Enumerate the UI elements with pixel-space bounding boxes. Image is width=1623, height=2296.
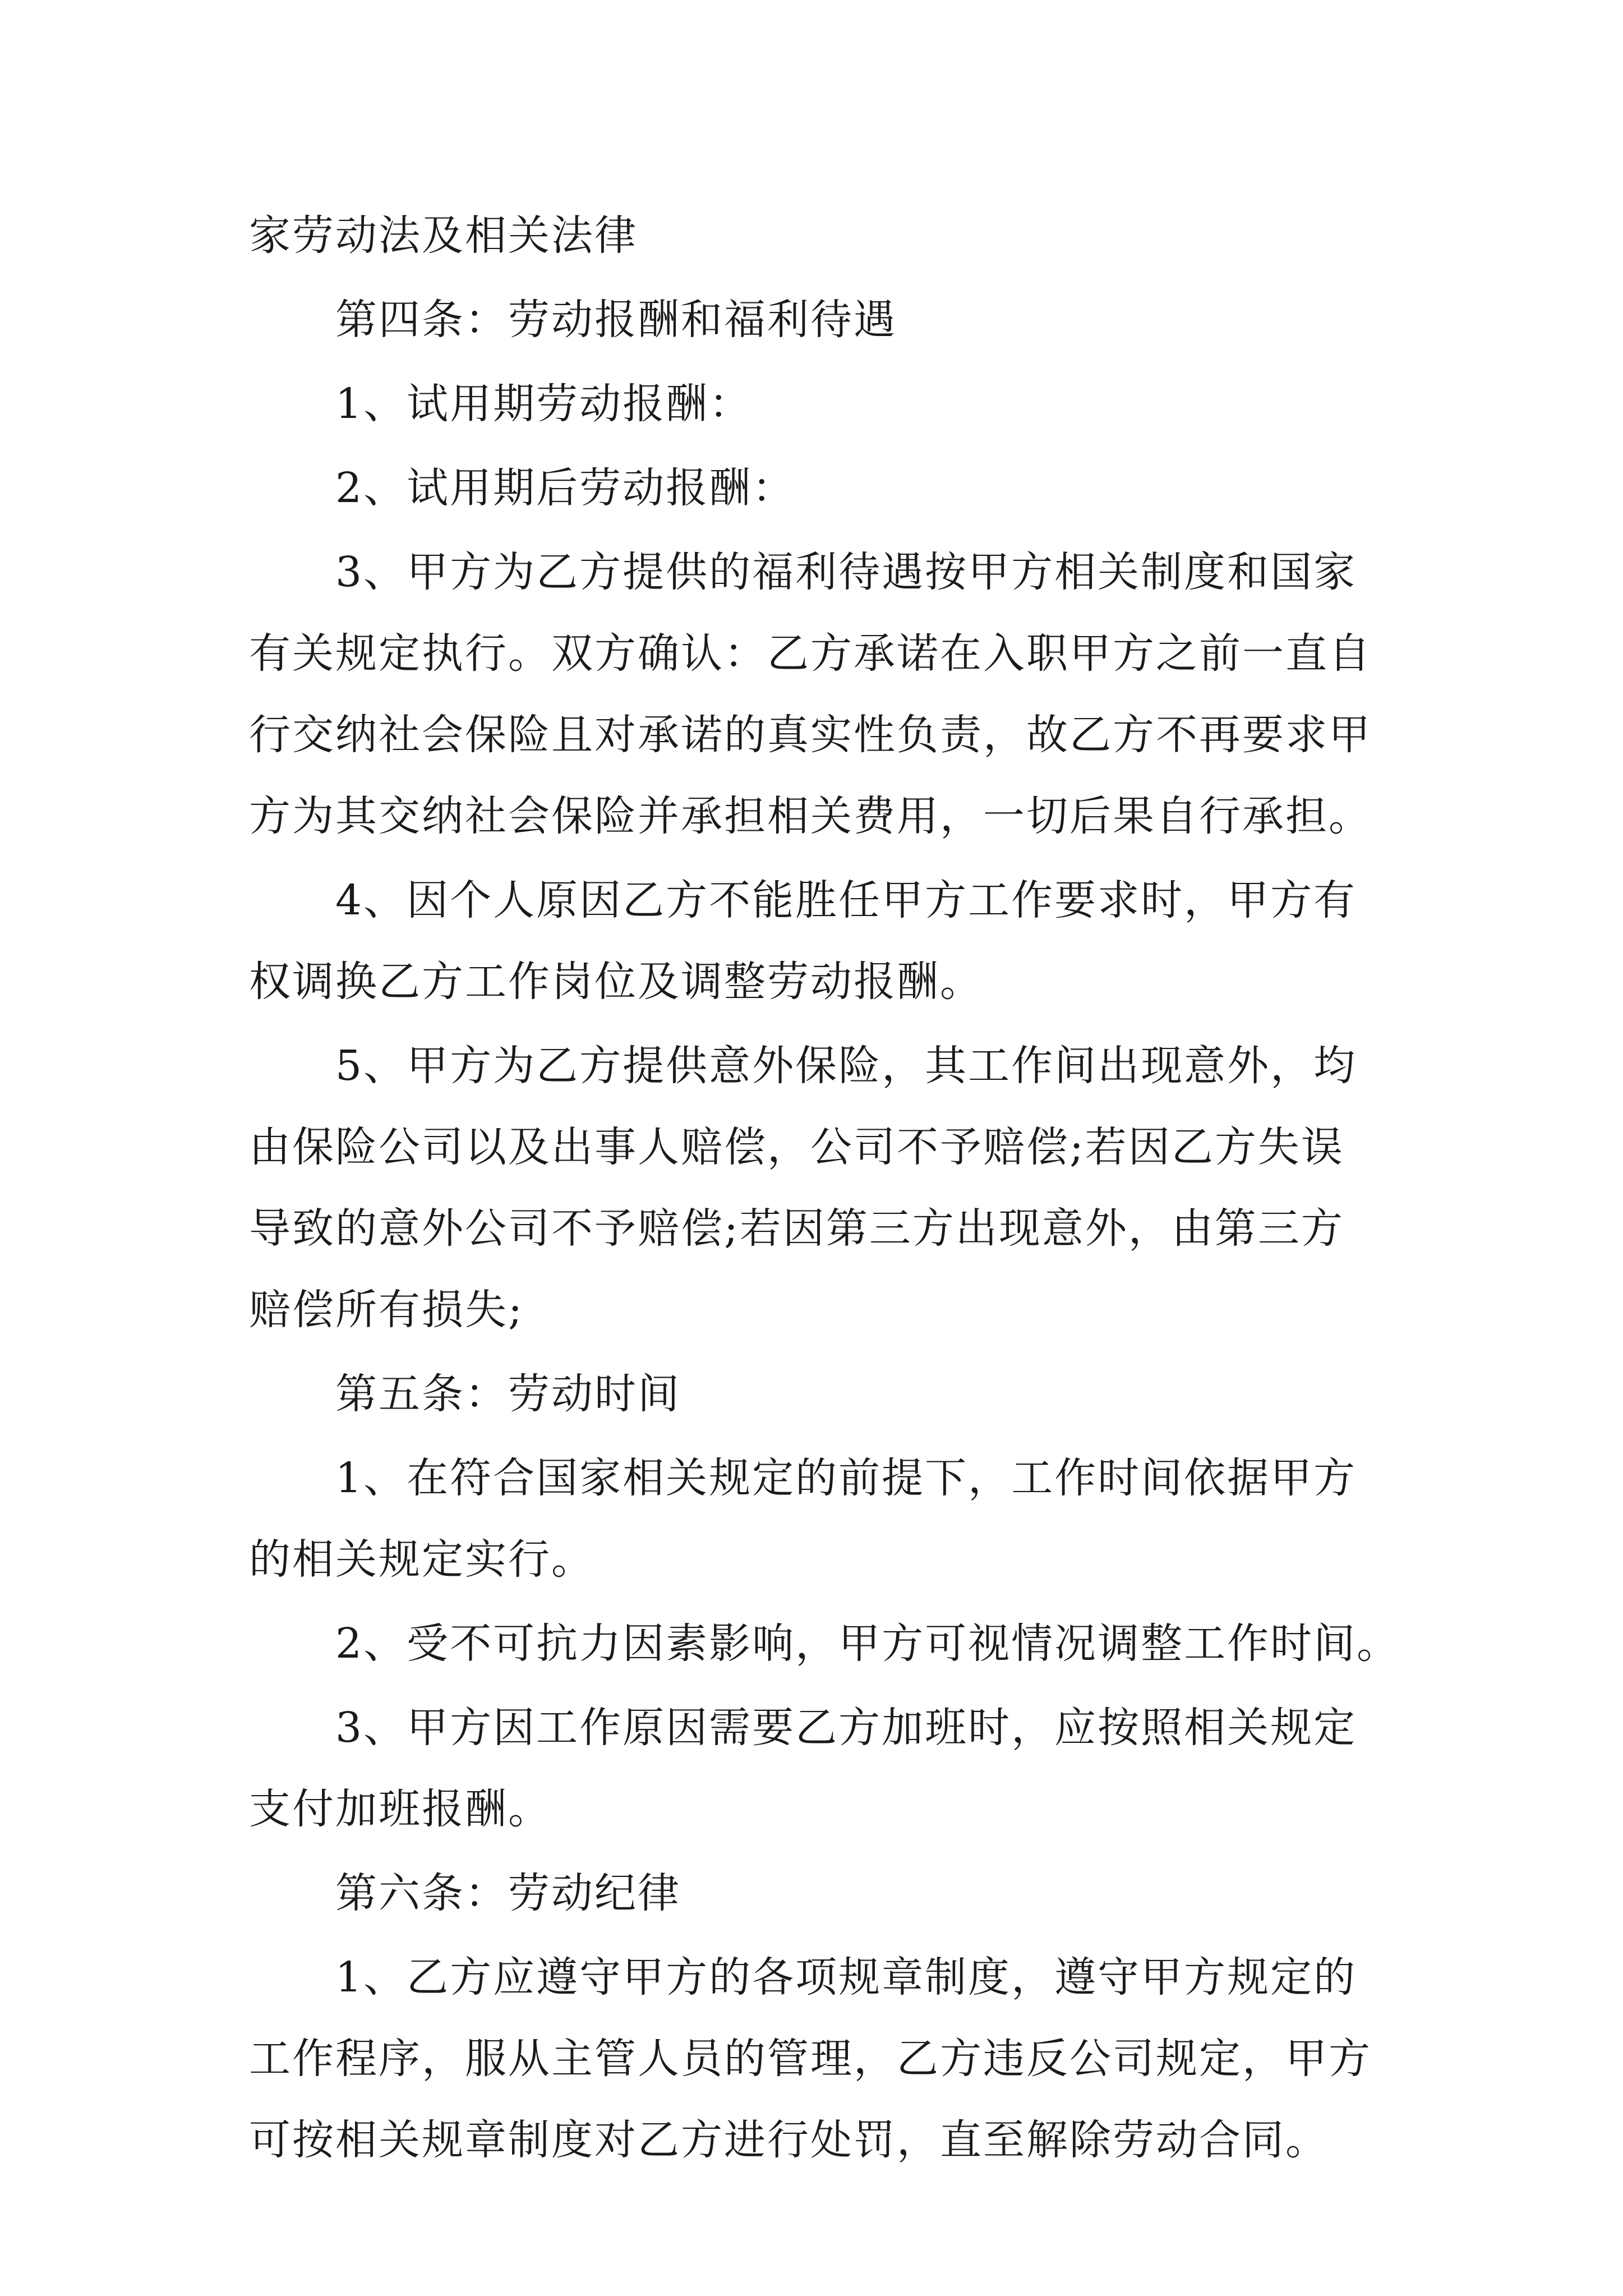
line-text: 有关规定执行。双方确认：乙方承诺在入职甲方之前一直自 — [249, 629, 1372, 678]
line-text: 1、乙方应遵守甲方的各项规章制度，遵守甲方规定的 — [335, 1953, 1357, 2001]
line-text: 可按相关规章制度对乙方进行处罚，直至解除劳动合同。 — [249, 2116, 1329, 2164]
section-heading — [0, 283, 1623, 356]
line-text: 4、因个人原因乙方不能胜任甲方工作要求时，甲方有 — [335, 876, 1357, 924]
line-text: 赔偿所有损失; — [249, 1286, 524, 1334]
text-line — [0, 452, 1623, 524]
line-text: 第五条：劳动时间 — [335, 1370, 681, 1418]
text-line — [0, 1691, 1623, 1764]
line-text: 由保险公司以及出事人赔偿，公司不予赔偿;若因乙方失误 — [249, 1123, 1344, 1171]
text-line — [0, 617, 1623, 690]
line-text: 权调换乙方工作岗位及调整劳动报酬。 — [249, 958, 983, 1006]
text-line — [0, 1192, 1623, 1265]
text-line — [0, 1442, 1623, 1515]
line-text: 1、试用期劳动报酬： — [335, 380, 753, 428]
text-line — [0, 199, 1623, 272]
section-heading — [0, 1358, 1623, 1430]
line-text: 方为其交纳社会保险并承担相关费用，一切后果自行承担。 — [249, 792, 1372, 840]
line-text: 3、甲方因工作原因需要乙方加班时，应按照相关规定 — [335, 1704, 1357, 1752]
text-line — [0, 1111, 1623, 1184]
text-line — [0, 1941, 1623, 2014]
text-line — [0, 536, 1623, 609]
line-text: 行交纳社会保险且对承诺的真实性负责，故乙方不再要求甲 — [249, 711, 1372, 759]
text-line — [0, 367, 1623, 440]
section-heading — [0, 1857, 1623, 1930]
line-text: 导致的意外公司不予赔偿;若因第三方出现意外，由第三方 — [249, 1204, 1344, 1253]
text-line — [0, 698, 1623, 771]
text-line — [0, 864, 1623, 937]
text-line — [0, 2022, 1623, 2095]
text-line — [0, 1773, 1623, 1846]
line-text: 工作程序，服从主管人员的管理，乙方违反公司规定，甲方 — [249, 2035, 1372, 2083]
line-text: 的相关规定实行。 — [249, 1535, 594, 1584]
text-line — [0, 1273, 1623, 1346]
line-text: 1、在符合国家相关规定的前提下，工作时间依据甲方 — [335, 1454, 1357, 1502]
text-line — [0, 2104, 1623, 2177]
text-line — [0, 1607, 1623, 1680]
line-text: 第四条：劳动报酬和福利待遇 — [335, 296, 897, 344]
text-line — [0, 945, 1623, 1018]
text-line — [0, 780, 1623, 853]
line-text: 第六条：劳动纪律 — [335, 1869, 681, 1917]
line-text: 3、甲方为乙方提供的福利待遇按甲方相关制度和国家 — [335, 548, 1357, 596]
line-text: 2、受不可抗力因素影响，甲方可视情况调整工作时间。 — [335, 1619, 1400, 1668]
line-text: 5、甲方为乙方提供意外保险，其工作间出现意外，均 — [335, 1042, 1357, 1090]
text-line — [0, 1029, 1623, 1102]
line-text: 支付加班报酬。 — [249, 1785, 551, 1833]
line-text: 2、试用期后劳动报酬： — [335, 464, 796, 512]
line-text: 家劳动法及相关法律 — [249, 211, 638, 260]
text-line — [0, 1523, 1623, 1596]
